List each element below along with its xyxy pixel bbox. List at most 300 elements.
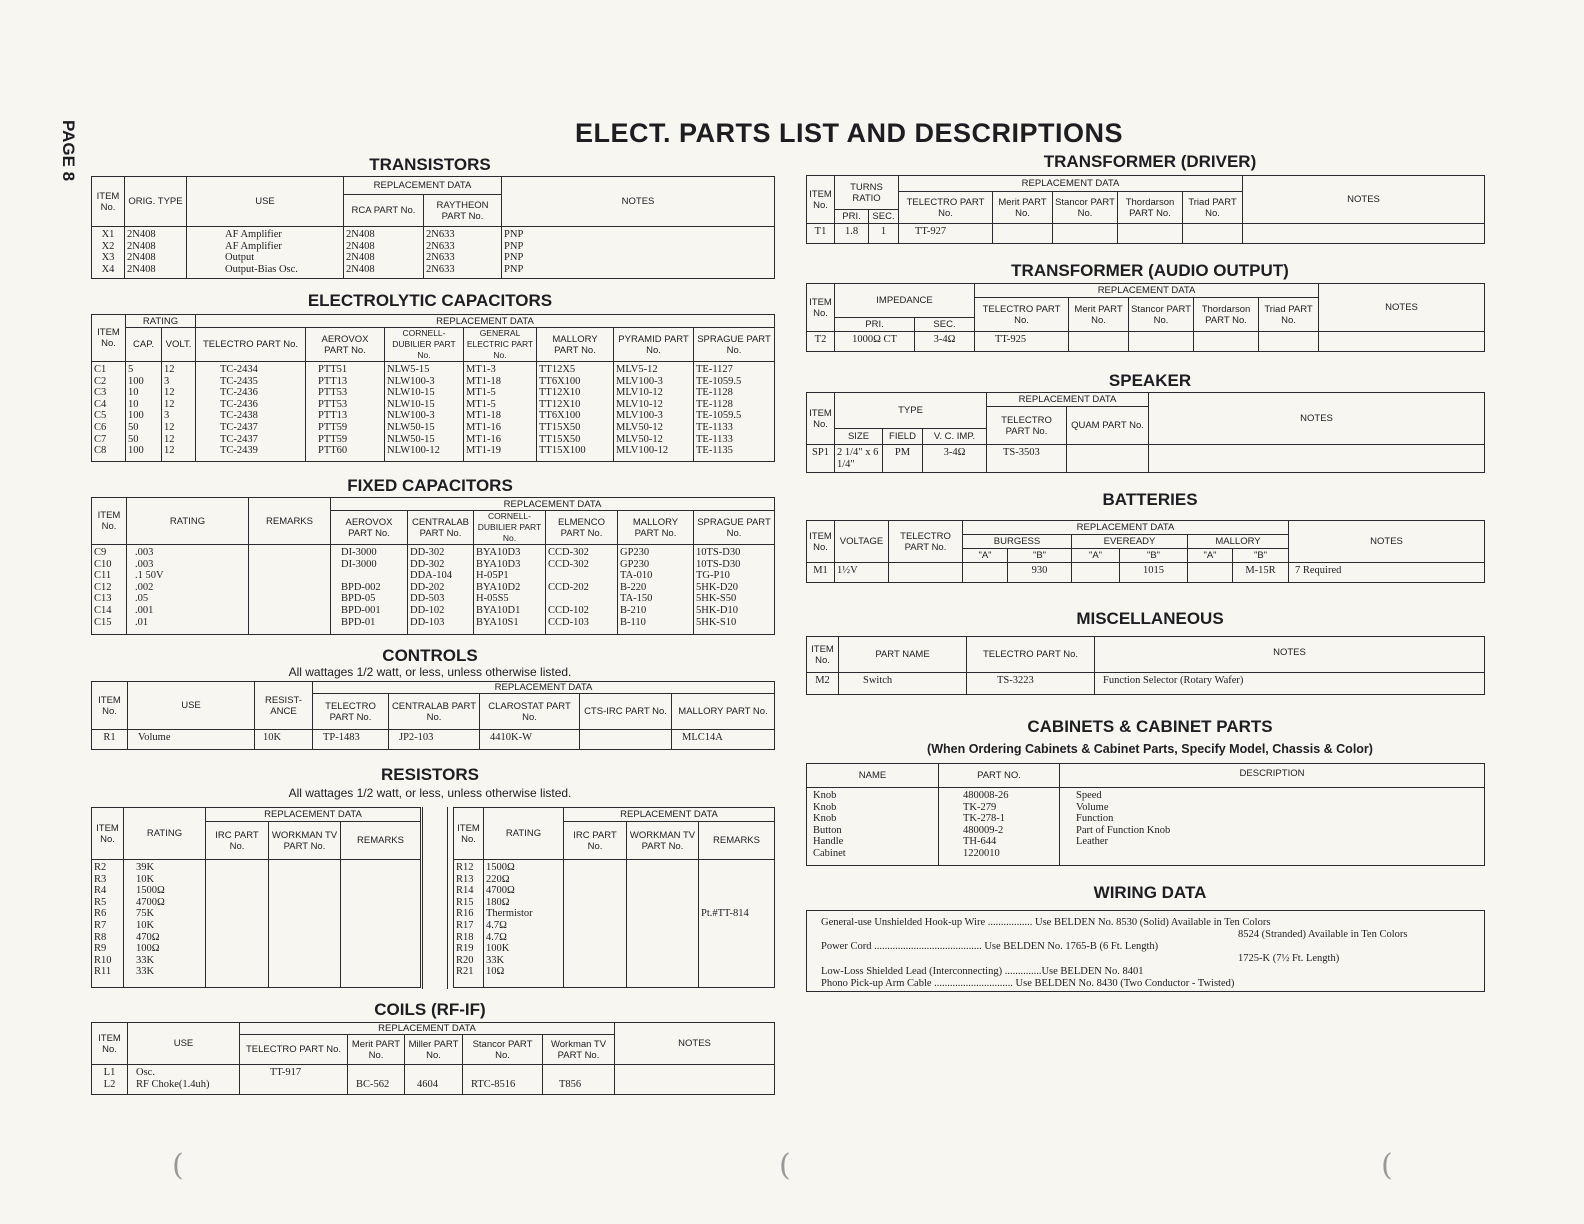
list-item: PTT13	[318, 410, 348, 422]
list-item: X2	[101, 240, 115, 252]
list-item: 12	[164, 398, 175, 410]
list-item: Cabinet	[813, 847, 846, 859]
list-item: C14	[94, 604, 112, 616]
list-item: PTT59	[318, 433, 348, 445]
list-item: PNP	[504, 240, 524, 252]
list-item: 4700Ω	[136, 896, 165, 908]
list-item: 3	[164, 410, 170, 422]
cell-notes: Function Selector (Rotary Wafer)	[1095, 673, 1485, 695]
page-label: PAGE 8	[59, 120, 78, 182]
col-rating: RATING	[124, 808, 206, 860]
list-item: 1220010	[963, 847, 1000, 859]
list-item: R15	[456, 896, 474, 908]
col-volt: VOLT.	[162, 328, 196, 362]
coils-body	[92, 1065, 775, 1095]
volt-col	[162, 362, 196, 462]
list-item: BPD-001	[341, 604, 381, 616]
list-item: TE-1133	[696, 433, 733, 445]
cell-pri: 1000Ω CT	[835, 332, 915, 352]
list-item: 100	[128, 445, 144, 457]
col-mallory: MALLORY PART No.	[537, 328, 614, 362]
list-item: CCD-302	[548, 547, 589, 558]
list-item: 10TS-D30	[696, 558, 741, 570]
list-item: 2N408	[346, 229, 375, 240]
list-item: MLV100-3	[616, 410, 663, 422]
list-item: TT6X100	[539, 375, 581, 387]
list-item: Knob	[813, 813, 837, 825]
col-sec: SEC.	[869, 210, 899, 224]
list-item: 12	[164, 433, 175, 445]
list-item: R5	[94, 896, 107, 908]
list-item: MLV10-12	[616, 387, 663, 399]
list-item: R17	[456, 919, 474, 931]
list-item: 5HK-S10	[696, 616, 737, 628]
cell-item: T2	[807, 332, 835, 352]
col-rca: RCA PART No.	[344, 195, 424, 227]
list-item: RF Choke(1.4uh)	[136, 1078, 210, 1090]
col-thordarson: Thordarson PART No.	[1194, 298, 1259, 332]
list-item: 2N408	[346, 252, 375, 264]
cell-telectro: TT-927	[899, 224, 993, 244]
binder-mark: (	[172, 1148, 184, 1183]
col-eveready: EVEREADY	[1072, 535, 1188, 549]
list-item: 2N408	[346, 263, 375, 275]
list-item: 2N633	[426, 252, 455, 264]
item-col	[92, 362, 126, 462]
pyramid-col	[614, 362, 694, 462]
list-item	[417, 1067, 460, 1079]
list-item: X3	[101, 252, 115, 264]
list-item: 100	[128, 410, 144, 422]
col-merit: Merit PART No.	[348, 1035, 405, 1065]
wiring-row	[821, 978, 1234, 989]
remarks-col	[249, 545, 331, 635]
col-aerovox: AEROVOX PART No.	[306, 328, 385, 362]
name-col	[807, 788, 939, 866]
list-item: PTT60	[318, 445, 348, 457]
list-item: C9	[94, 547, 107, 558]
col-cts: CTS-IRC PART No.	[580, 694, 672, 730]
list-item: BPD-01	[341, 616, 376, 628]
col-item: ITEM No.	[92, 682, 128, 730]
irc-col	[206, 860, 269, 988]
part-col	[939, 788, 1060, 866]
col-notes: NOTES	[1319, 284, 1485, 332]
list-item: NLW50-15	[387, 421, 435, 433]
list-item: PTT53	[318, 398, 348, 410]
wiring-box	[806, 910, 1485, 992]
col-telectro: TELECTRO PART No.	[967, 637, 1095, 673]
col-sec: SEC.	[915, 318, 975, 332]
list-item: DD-302	[410, 547, 445, 558]
list-item: TC-2436	[220, 387, 258, 399]
rating-col	[124, 860, 206, 988]
col-replacement-data: REPLACEMENT DATA	[963, 521, 1289, 535]
col-quam: QUAM PART No.	[1067, 407, 1149, 445]
electrolytic-body	[92, 362, 775, 462]
col-sprague: SPRAGUE PART No.	[694, 511, 775, 545]
list-item: C15	[94, 616, 112, 628]
col-pyramid: PYRAMID PART No.	[614, 328, 694, 362]
list-item: 2N633	[426, 240, 455, 252]
binder-mark: (	[779, 1148, 791, 1183]
col-triad: Triad PART No.	[1259, 298, 1319, 332]
list-item: BPD-05	[341, 593, 376, 605]
col-replacement-data: REPLACEMENT DATA	[313, 682, 775, 694]
col-workman: Workman TV PART No.	[543, 1035, 615, 1065]
controls-subtitle: All wattages 1/2 watt, or less, unless otherwise listed.	[288, 665, 572, 679]
list-item: MLV10-12	[616, 398, 663, 410]
item-col	[92, 545, 127, 635]
electrolytic-title: ELECTROLYTIC CAPACITORS	[307, 291, 553, 310]
aerovox-col	[331, 545, 408, 635]
controls-title: CONTROLS	[382, 646, 478, 665]
resistors-title: RESISTORS	[381, 765, 479, 784]
workman-col	[269, 860, 341, 988]
irc-col	[564, 860, 627, 988]
list-item: DD-302	[410, 558, 445, 570]
list-item: MT1-18	[466, 375, 501, 387]
list-item: 2N408	[346, 240, 375, 252]
list-item: 4700Ω	[486, 885, 515, 897]
list-item: H-05P1	[476, 570, 509, 582]
list-item: NLW50-15	[387, 433, 435, 445]
col-telectro: TELECTRO PART No.	[240, 1035, 348, 1065]
list-item: TA-010	[620, 570, 653, 582]
col-pri: PRI.	[835, 210, 869, 224]
list-item: PNP	[504, 229, 524, 240]
list-item: TC-2438	[220, 410, 258, 422]
list-item: CCD-103	[548, 616, 589, 628]
list-item: X4	[101, 263, 115, 275]
list-item: BYA10S1	[476, 616, 519, 628]
list-item: .003	[135, 547, 154, 558]
list-item: BYA10D3	[476, 547, 521, 558]
list-item: 480009-2	[963, 824, 1004, 836]
list-item: 12	[164, 445, 175, 457]
col-turns-ratio: TURNS RATIO	[835, 176, 899, 210]
list-item: 480008-26	[963, 790, 1009, 801]
cabinets-body	[807, 788, 1485, 866]
list-item: TH-644	[963, 836, 997, 848]
list-item	[701, 932, 772, 944]
list-item: 5HK-S50	[696, 593, 737, 605]
binder-mark: (	[1381, 1148, 1393, 1183]
list-item: C5	[94, 410, 107, 422]
col-item: ITEM No.	[807, 637, 839, 673]
list-item: PNP	[504, 252, 524, 264]
list-item: 5HK-D20	[696, 581, 738, 593]
col-telectro: TELECTRO PART No.	[987, 407, 1067, 445]
list-item: 50	[128, 421, 139, 433]
col-telectro: TELECTRO PART No.	[899, 192, 993, 224]
list-item	[270, 1079, 345, 1091]
col-irc: IRC PART No.	[206, 822, 269, 860]
list-item: PNP	[504, 263, 524, 275]
col-part-name: PART NAME	[839, 637, 967, 673]
list-item: 5	[128, 364, 134, 375]
cell-part-name: Switch	[839, 673, 967, 695]
cell-item: SP1	[807, 445, 835, 473]
mallory-col	[537, 362, 614, 462]
cell-field: PM	[883, 445, 923, 473]
list-item	[701, 920, 772, 932]
list-item: TC-2436	[220, 398, 258, 410]
list-item: PTT53	[318, 387, 348, 399]
cabinets-title: CABINETS & CABINET PARTS	[1027, 717, 1273, 736]
col-item: ITEM No.	[807, 176, 835, 224]
col-stancor: Stancor PART No.	[1129, 298, 1194, 332]
col-orig-type: ORIG. TYPE	[125, 177, 187, 227]
coils-table	[91, 1022, 775, 1095]
col-notes: NOTES	[1243, 176, 1485, 224]
cell-cts	[580, 730, 672, 750]
list-item: TE-1135	[696, 445, 733, 457]
list-item: MT1-5	[466, 398, 496, 410]
col-size: SIZE	[835, 429, 883, 445]
col-telectro: TELECTRO PART No.	[975, 298, 1069, 332]
speaker-title: SPEAKER	[1108, 371, 1192, 390]
list-item: Button	[813, 824, 842, 836]
list-item: NLW10-15	[387, 398, 435, 410]
list-item: .003	[135, 558, 154, 570]
list-item: TT15X100	[539, 445, 586, 457]
wiring-label: Phono Pick-up Arm Cable ..............................	[821, 978, 1013, 989]
col-replacement-data: REPLACEMENT DATA	[206, 808, 421, 822]
col-replacement-data: REPLACEMENT DATA	[344, 177, 502, 195]
use-col	[128, 1065, 240, 1095]
list-item: DD-102	[410, 604, 445, 616]
table-row	[807, 332, 1485, 352]
transistors-table	[91, 176, 775, 279]
notes-col	[502, 227, 775, 279]
col-remarks: REMARKS	[249, 498, 331, 545]
list-item: L1	[103, 1067, 116, 1078]
cell-notes: 7 Required	[1289, 563, 1485, 583]
mallory-col	[618, 545, 694, 635]
col-item: ITEM No.	[92, 498, 127, 545]
centralab-col	[408, 545, 474, 635]
col-cornell: CORNELL- DUBILIER PART No.	[385, 328, 464, 362]
list-item: R7	[94, 919, 107, 931]
item-col	[92, 227, 125, 279]
list-item: TK-278-1	[963, 813, 1005, 825]
list-item: 220Ω	[486, 873, 510, 885]
list-item: Output-Bias Osc.	[225, 263, 298, 275]
list-item: C2	[94, 375, 107, 387]
col-replacement-data: REPLACEMENT DATA	[196, 315, 775, 328]
col-item: ITEM No.	[92, 177, 125, 227]
list-item	[548, 570, 615, 582]
list-item: TT-917	[270, 1067, 302, 1078]
list-item: TE-1059.5	[696, 410, 742, 422]
telectro-col	[240, 1065, 348, 1095]
col-notes: NOTES	[1149, 393, 1485, 445]
cell-sec: 3-4Ω	[915, 332, 975, 352]
col-burgess-a: "A"	[963, 549, 1008, 563]
col-replacement-data: REPLACEMENT DATA	[331, 498, 775, 511]
list-item: DI-3000	[341, 547, 377, 558]
list-item: 12	[164, 421, 175, 433]
list-item: BYA10D1	[476, 604, 521, 616]
cell-resistance: 10K	[255, 730, 313, 750]
list-item: C8	[94, 445, 107, 457]
col-mallory: MALLORY PART No.	[672, 694, 775, 730]
col-part-no: PART NO.	[939, 764, 1060, 788]
remarks-col	[341, 860, 421, 988]
list-item	[559, 1067, 612, 1079]
wiring-use: Use BELDEN No.	[1041, 966, 1120, 977]
cell-use: Volume	[128, 730, 255, 750]
cell-pri: 1.8	[835, 224, 869, 244]
electrolytic-table	[91, 314, 775, 462]
col-rating: RATING	[126, 315, 196, 328]
list-item: DD-103	[410, 616, 445, 628]
list-item: 10TS-D30	[696, 547, 741, 558]
cell-item: M2	[807, 673, 839, 695]
transformer-audio-title: TRANSFORMER (AUDIO OUTPUT)	[1011, 261, 1289, 280]
batteries-table	[806, 520, 1485, 583]
table-row	[807, 563, 1485, 583]
resistors-right-table	[453, 807, 775, 988]
col-telectro: TELECTRO PART No.	[313, 694, 389, 730]
list-item: R10	[94, 954, 112, 966]
list-item: 33K	[136, 966, 155, 978]
list-item	[341, 570, 405, 582]
col-eveready-b: "B"	[1120, 549, 1188, 563]
wiring-title: WIRING DATA	[1093, 883, 1207, 902]
fixed-title: FIXED CAPACITORS	[347, 476, 513, 495]
col-mallory: MALLORY PART No.	[618, 511, 694, 545]
misc-table	[806, 636, 1485, 695]
list-item: TT12X10	[539, 387, 581, 399]
list-item: R16	[456, 908, 474, 920]
col-description: DESCRIPTION	[1060, 764, 1485, 788]
col-resistance: RESIST- ANCE	[255, 682, 313, 730]
list-item: X1	[101, 229, 115, 240]
ge-col	[464, 362, 537, 462]
table-row	[807, 673, 1485, 695]
list-item: .01	[135, 616, 149, 628]
cell-telectro: TT-925	[975, 332, 1069, 352]
list-item: MT1-16	[466, 433, 501, 445]
list-item: PTT13	[318, 375, 348, 387]
list-item: Pt.#TT-814	[701, 908, 749, 920]
list-item: 5HK-D10	[696, 604, 738, 616]
col-irc: IRC PART No.	[564, 822, 627, 860]
list-item: 10K	[136, 919, 155, 931]
list-item: Handle	[813, 836, 844, 848]
list-item: H-05S5	[476, 593, 509, 605]
list-item: 1500Ω	[136, 885, 165, 897]
cell-telectro: TS-3503	[987, 445, 1067, 473]
list-item: Speed	[1076, 790, 1102, 801]
col-rating: RATING	[127, 498, 249, 545]
list-item: PTT51	[318, 364, 348, 375]
transistors-body	[92, 227, 775, 279]
col-triad: Triad PART No.	[1183, 192, 1243, 224]
list-item: DD-202	[410, 581, 445, 593]
list-item: NLW10-15	[387, 387, 435, 399]
col-eveready-a: "A"	[1072, 549, 1120, 563]
col-cornell: CORNELL- DUBILIER PART No.	[474, 511, 546, 545]
list-item: .002	[135, 581, 154, 593]
resistors-right-body	[454, 860, 775, 988]
batteries-title: BATTERIES	[1102, 490, 1198, 509]
list-item: CCD-202	[548, 581, 589, 593]
notes-col	[615, 1065, 775, 1095]
wiring-spec: 8530 (Solid) Available in Ten Colors	[1116, 917, 1271, 928]
list-item: TT15X50	[539, 421, 581, 433]
list-item: TE-1128	[696, 398, 733, 410]
list-item: 10	[128, 387, 139, 399]
col-merit: Merit PART No.	[993, 192, 1053, 224]
cell-mallory: MLC14A	[672, 730, 775, 750]
list-item: NLW100-3	[387, 375, 435, 387]
list-item: C7	[94, 433, 107, 445]
list-item: Output	[225, 252, 255, 264]
item-col	[92, 860, 124, 988]
col-item: ITEM No.	[807, 393, 835, 445]
list-item: MLV50-12	[616, 421, 663, 433]
cabinets-table	[806, 763, 1485, 866]
list-item: TT15X50	[539, 433, 581, 445]
list-item: 33K	[136, 954, 155, 966]
col-burgess-b: "B"	[1008, 549, 1072, 563]
col-type: TYPE	[835, 393, 987, 429]
list-item: 50	[128, 433, 139, 445]
list-item: TC-2435	[220, 375, 258, 387]
list-item: DI-3000	[341, 558, 377, 570]
page-title: ELECT. PARTS LIST AND DESCRIPTIONS	[575, 118, 1124, 148]
col-use: USE	[128, 1023, 240, 1065]
col-rating: RATING	[484, 808, 564, 860]
list-item: MT1-5	[466, 387, 496, 399]
wiring-use: Use BELDEN No.	[1015, 978, 1094, 989]
list-item: 2N408	[127, 229, 156, 240]
list-item: CCD-302	[548, 558, 589, 570]
resistors-left-body	[92, 860, 421, 988]
list-item: .05	[135, 593, 149, 605]
list-item: B-110	[620, 616, 646, 628]
table-row	[807, 224, 1485, 244]
col-voltage: VOLTAGE	[835, 521, 889, 563]
table-row	[807, 445, 1485, 473]
wiring-spec: 8401	[1122, 966, 1144, 977]
elmenco-col	[546, 545, 618, 635]
list-item: 1500Ω	[486, 862, 515, 873]
list-item: BYA10D3	[476, 558, 521, 570]
col-vc-imp: V. C. IMP.	[923, 429, 987, 445]
cell-sec: 1	[869, 224, 899, 244]
wiring-use: Use BELDEN No.	[984, 941, 1063, 952]
stancor-col	[463, 1065, 543, 1095]
list-item: C3	[94, 387, 107, 399]
col-item: ITEM No.	[92, 1023, 128, 1065]
list-item: MLV50-12	[616, 433, 663, 445]
list-item: MT1-19	[466, 445, 501, 457]
col-ge: GENERAL ELECTRIC PART No.	[464, 328, 537, 362]
col-item: ITEM No.	[92, 315, 126, 362]
col-mallory-b: "B"	[1233, 549, 1289, 563]
list-item: Thermistor	[486, 908, 533, 920]
list-item: B-210	[620, 604, 647, 616]
list-item: BC-562	[356, 1078, 390, 1090]
col-replacement-data: REPLACEMENT DATA	[564, 808, 775, 822]
col-workman: WORKMAN TV PART No.	[269, 822, 341, 860]
list-item: 100Ω	[136, 943, 160, 955]
list-item: NLW5-15	[387, 364, 430, 375]
